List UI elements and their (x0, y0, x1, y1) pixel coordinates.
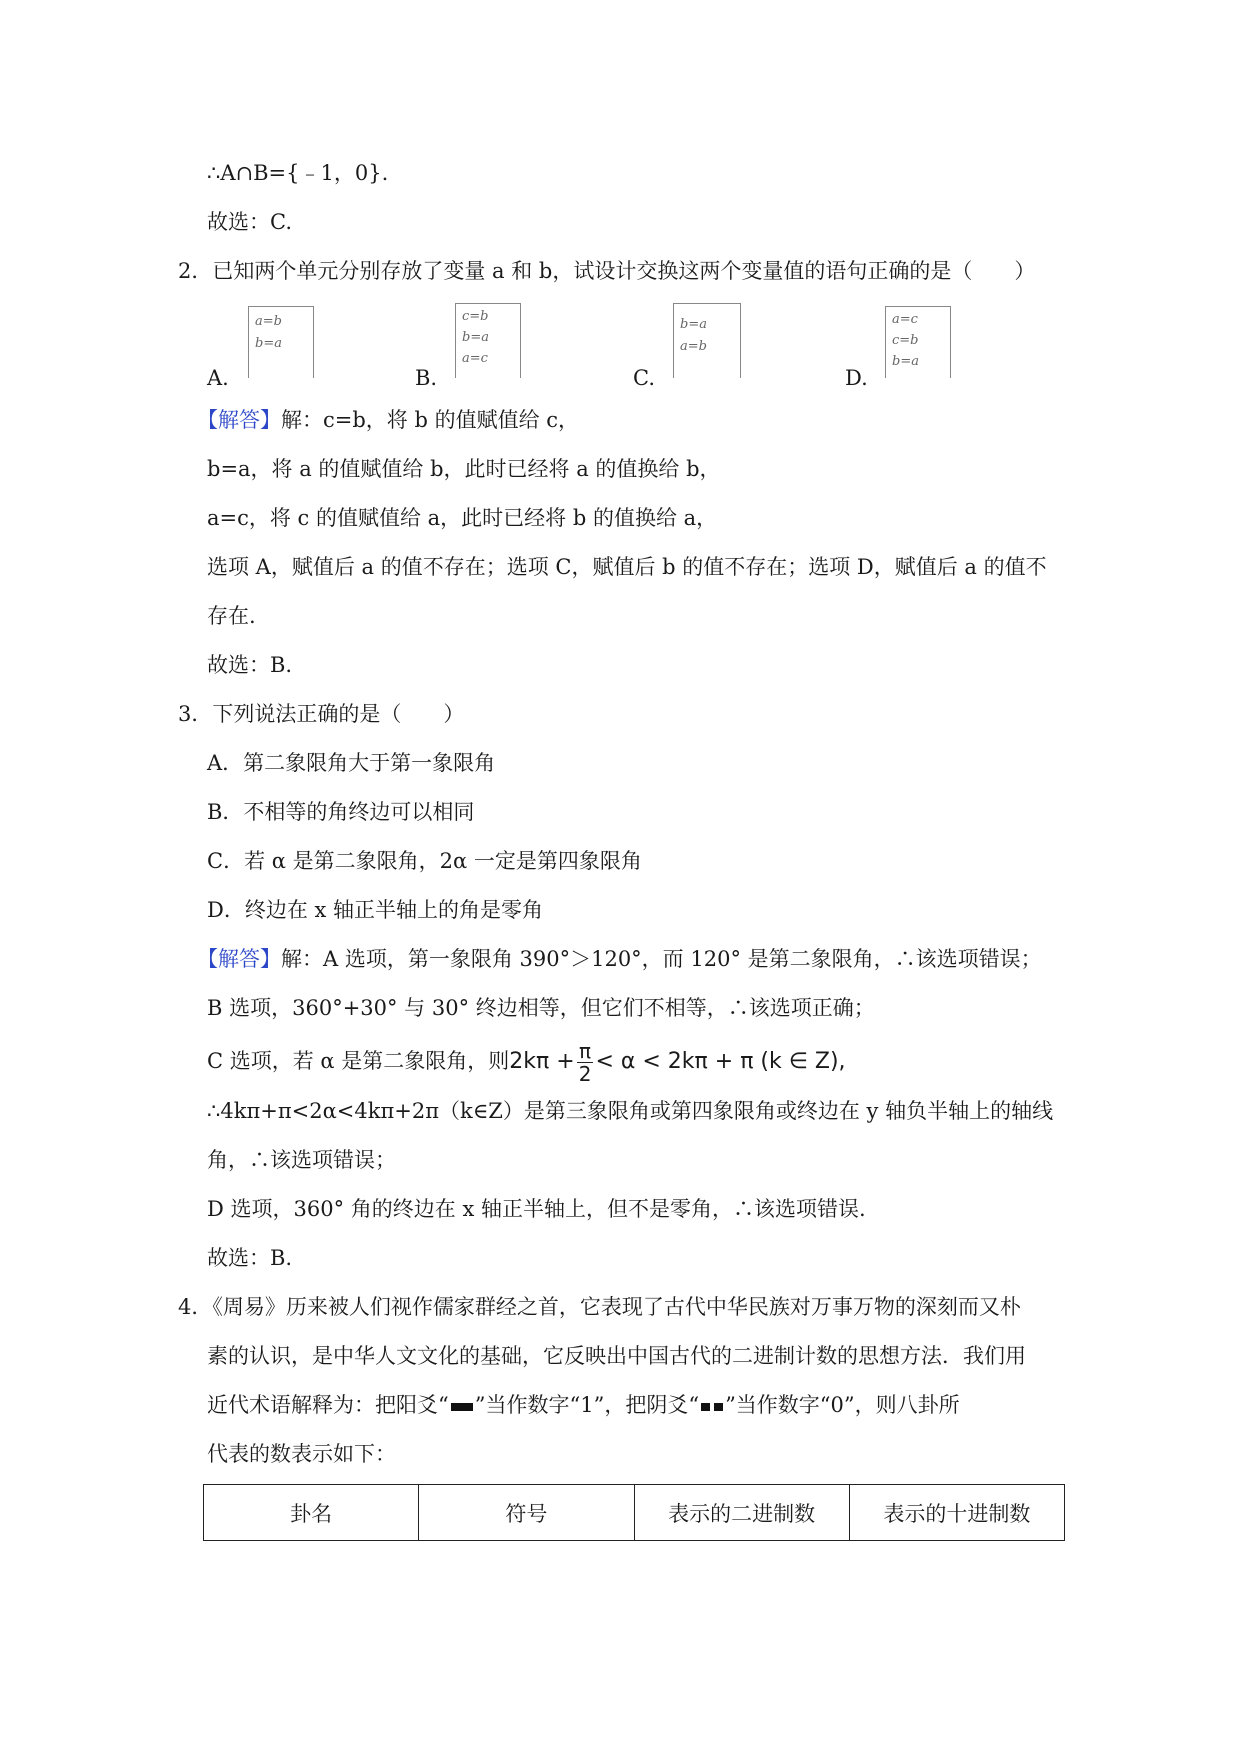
text: ”当作数字“0”，则八卦所 (725, 1393, 960, 1417)
answer-q3: 故选：B. (207, 1246, 293, 1270)
code-line: c=b (892, 333, 919, 348)
option-c-code-box (673, 303, 741, 378)
table-header-row (204, 1485, 1065, 1541)
solution-text: C 选项，若 α 是第二象限角，则 (207, 1049, 510, 1073)
q3-solution-line-3 (207, 1033, 846, 1090)
option-d-code-box (885, 306, 951, 378)
q3-solution-line-6: D 选项，360° 角的终边在 x 轴正半轴上，但不是零角，∴该选项错误. (207, 1197, 866, 1221)
table-header-cell: 表示的二进制数 (634, 1485, 849, 1541)
option-b-code-box (455, 303, 521, 378)
q3-option-d: D．终边在 x 轴正半轴上的角是零角 (207, 898, 544, 922)
solution-text: 解：c=b，将 b 的值赋值给 c， (281, 408, 580, 432)
solution-tag: 【解答】 (197, 408, 281, 432)
question-4-line-4: 代表的数表示如下： (207, 1442, 396, 1466)
question-3: 3．下列说法正确的是（ ） (178, 702, 465, 726)
option-a-code-box (248, 306, 314, 378)
solution-tag: 【解答】 (197, 947, 281, 971)
question-4-line-2: 素的认识，是中华人文文化的基础，它反映出中国古代的二进制计数的思想方法．我们用 (207, 1344, 1026, 1368)
text: ”当作数字“1”，把阴爻“ (474, 1393, 700, 1417)
option-a-label: A. (207, 366, 229, 390)
yin-line-icon (701, 1403, 723, 1411)
code-line: a=c (462, 351, 488, 366)
q2-solution-line-4: 选项 A，赋值后 a 的值不存在；选项 C，赋值后 b 的值不存在；选项 D，赋值后 a 的值不 (207, 555, 1047, 579)
code-line: b=a (680, 317, 707, 332)
q3-option-b: B．不相等的角终边可以相同 (207, 800, 475, 824)
fraction-numerator: π (577, 1040, 594, 1063)
intersection-result: ∴A∩B={﹣1，0}. (207, 161, 389, 185)
code-line: b=a (255, 336, 282, 351)
code-line: c=b (462, 309, 489, 324)
q2-solution-line-5: 存在. (207, 604, 256, 628)
table-header-cell: 表示的十进制数 (849, 1485, 1064, 1541)
fraction (577, 1040, 594, 1085)
q3-option-c: C．若 α 是第二象限角，2α 一定是第四象限角 (207, 849, 642, 873)
fraction-denominator: 2 (578, 1062, 592, 1086)
option-b-label: B. (415, 366, 438, 390)
code-line: a=c (892, 312, 918, 327)
option-c-label: C. (633, 366, 655, 390)
bagua-table (203, 1484, 1065, 1541)
code-line: b=a (462, 330, 489, 345)
q3-solution-line-5: 角，∴该选项错误； (207, 1148, 396, 1172)
question-4-line-1: 4．《周易》历来被人们视作儒家群经之首，它表现了古代中华民族对万事万物的深刻而又朴 (178, 1295, 1021, 1319)
answer-q2: 故选：B. (207, 653, 293, 677)
question-2: 2．已知两个单元分别存放了变量 a 和 b，试设计交换这两个变量值的语句正确的是（ ） (178, 259, 1036, 283)
question-4-line-3 (207, 1390, 960, 1420)
solution-text: 解：A 选项，第一象限角 390°＞120°，而 120° 是第二象限角，∴该选项错误； (281, 947, 1042, 971)
table-header-cell: 符号 (419, 1485, 634, 1541)
code-line: a=b (255, 314, 282, 329)
text: 近代术语解释为：把阳爻“ (207, 1393, 449, 1417)
yang-line-icon (451, 1403, 473, 1411)
q3-solution-line-4: ∴4kπ+π<2α<4kπ+2π（k∈Z）是第三象限角或第四象限角或终边在 y 轴负半轴上的轴线 (207, 1099, 1054, 1123)
formula-right: < α < 2kπ + π (k ∈ Z), (595, 1049, 846, 1074)
q2-solution-line-2: b=a，将 a 的值赋值给 b，此时已经将 a 的值换给 b， (207, 457, 721, 481)
q3-solution-line-1 (197, 944, 1042, 974)
q3-option-a: A．第二象限角大于第一象限角 (207, 751, 496, 775)
answer-q1: 故选：C. (207, 210, 292, 234)
option-d-label: D. (845, 366, 868, 390)
q2-solution-line-1 (197, 405, 579, 435)
table-header-cell: 卦名 (204, 1485, 419, 1541)
q2-solution-line-3: a=c，将 c 的值赋值给 a，此时已经将 b 的值换给 a， (207, 506, 718, 530)
formula-left: 2kπ + (509, 1049, 575, 1074)
code-line: b=a (892, 354, 919, 369)
code-line: a=b (680, 339, 707, 354)
q3-solution-line-2: B 选项，360°+30° 与 30° 终边相等，但它们不相等，∴该选项正确； (207, 996, 875, 1020)
